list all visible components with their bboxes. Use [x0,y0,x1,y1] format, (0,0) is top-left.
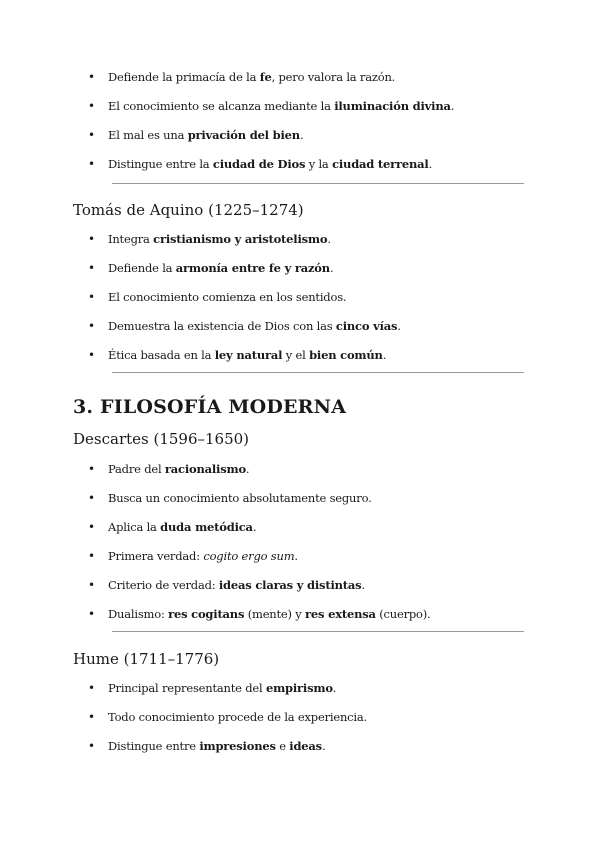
text-run: y el [282,348,310,362]
list-item [88,341,560,370]
aquino-bullet-list [88,225,560,370]
bold-text: privación del bien [187,128,300,142]
list-item [88,513,560,542]
text-run: Busca un conocimiento absolutamente seguro. [108,491,372,505]
bold-text: ciudad de Dios [212,157,306,171]
text-run: . [252,520,257,534]
text-run: El mal es una [108,128,188,142]
text-run: , pero valora la razón. [271,70,396,84]
bold-text: fe [259,70,272,84]
list-item [88,92,560,121]
text-run: Integra [108,232,154,246]
text-run: Dualismo: [108,607,169,621]
bold-text: iluminación divina [334,99,451,113]
text-run: El conocimiento se alcanza mediante la [108,99,335,113]
text-run: Distingue entre [108,739,200,753]
bold-text: armonía entre fe y razón [175,261,330,275]
list-item [88,571,560,600]
bold-text: ideas [289,739,322,753]
bold-text: cinco vías [335,319,398,333]
list-item [88,254,560,283]
text-run: Todo conocimiento procede de la experiencia. [108,710,367,724]
moderna-section-heading: 3. FILOSOFÍA MODERNA [73,396,347,418]
text-run: . [361,578,365,592]
section-divider [112,372,524,373]
descartes-bullet-list [88,455,560,629]
bold-text: res cogitans [168,607,245,621]
text-run: . [382,348,387,362]
aquino-heading: Tomás de Aquino (1225–1274) [73,201,304,219]
text-run: . [321,739,326,753]
text-run: (cuerpo). [375,607,431,621]
text-run: . [428,157,433,171]
bold-text: ley natural [214,348,283,362]
bold-text: cristianismo y aristotelismo [153,232,328,246]
bold-text: ciudad terrenal [332,157,429,171]
list-item [88,674,560,703]
text-run: . [294,549,298,563]
bold-text: ideas claras y distintas [218,578,362,592]
hume-heading: Hume (1711–1776) [73,650,220,668]
list-item [88,150,560,179]
hume-bullet-list [88,674,560,761]
list-item [88,455,560,484]
bold-text: racionalismo [164,462,246,476]
text-run: Padre del [108,462,165,476]
descartes-heading: Descartes (1596–1650) [73,430,250,448]
text-run: Principal representante del [108,681,266,695]
bold-text: res extensa [305,607,376,621]
bold-text: impresiones [199,739,276,753]
list-item [88,121,560,150]
text-run: Defiende la primacía de la [108,70,260,84]
text-run: . [397,319,401,333]
text-run: Primera verdad: [108,549,204,563]
text-run: Aplica la [108,520,161,534]
bold-text: empirismo [265,681,333,695]
text-run: Demuestra la existencia de Dios con las [108,319,336,333]
text-run: Ética basada en la [108,348,215,362]
text-run: . [332,681,337,695]
text-run: El conocimiento comienza en los sentidos. [108,290,347,304]
bold-text: bien común [309,348,383,362]
list-item [88,312,560,341]
italic-text: cogito ergo sum [203,549,295,563]
list-item [88,283,560,312]
list-item [88,225,560,254]
list-item [88,732,560,761]
text-run: Criterio de verdad: [108,578,219,592]
section-divider [112,183,524,184]
list-item [88,63,560,92]
text-run: y la [305,157,333,171]
text-run: . [450,99,455,113]
text-run: (mente) y [244,607,306,621]
section-divider [112,631,524,632]
text-run: Distingue entre la [108,157,213,171]
text-run: . [245,462,250,476]
text-run: Defiende la [108,261,176,275]
agustin-bullet-list [88,63,560,179]
text-run: . [329,261,334,275]
list-item [88,703,560,732]
text-run: . [327,232,331,246]
text-run: e [275,739,290,753]
text-run: . [299,128,304,142]
list-item [88,600,560,629]
bold-text: duda metódica [160,520,253,534]
list-item [88,484,560,513]
list-item [88,542,560,571]
